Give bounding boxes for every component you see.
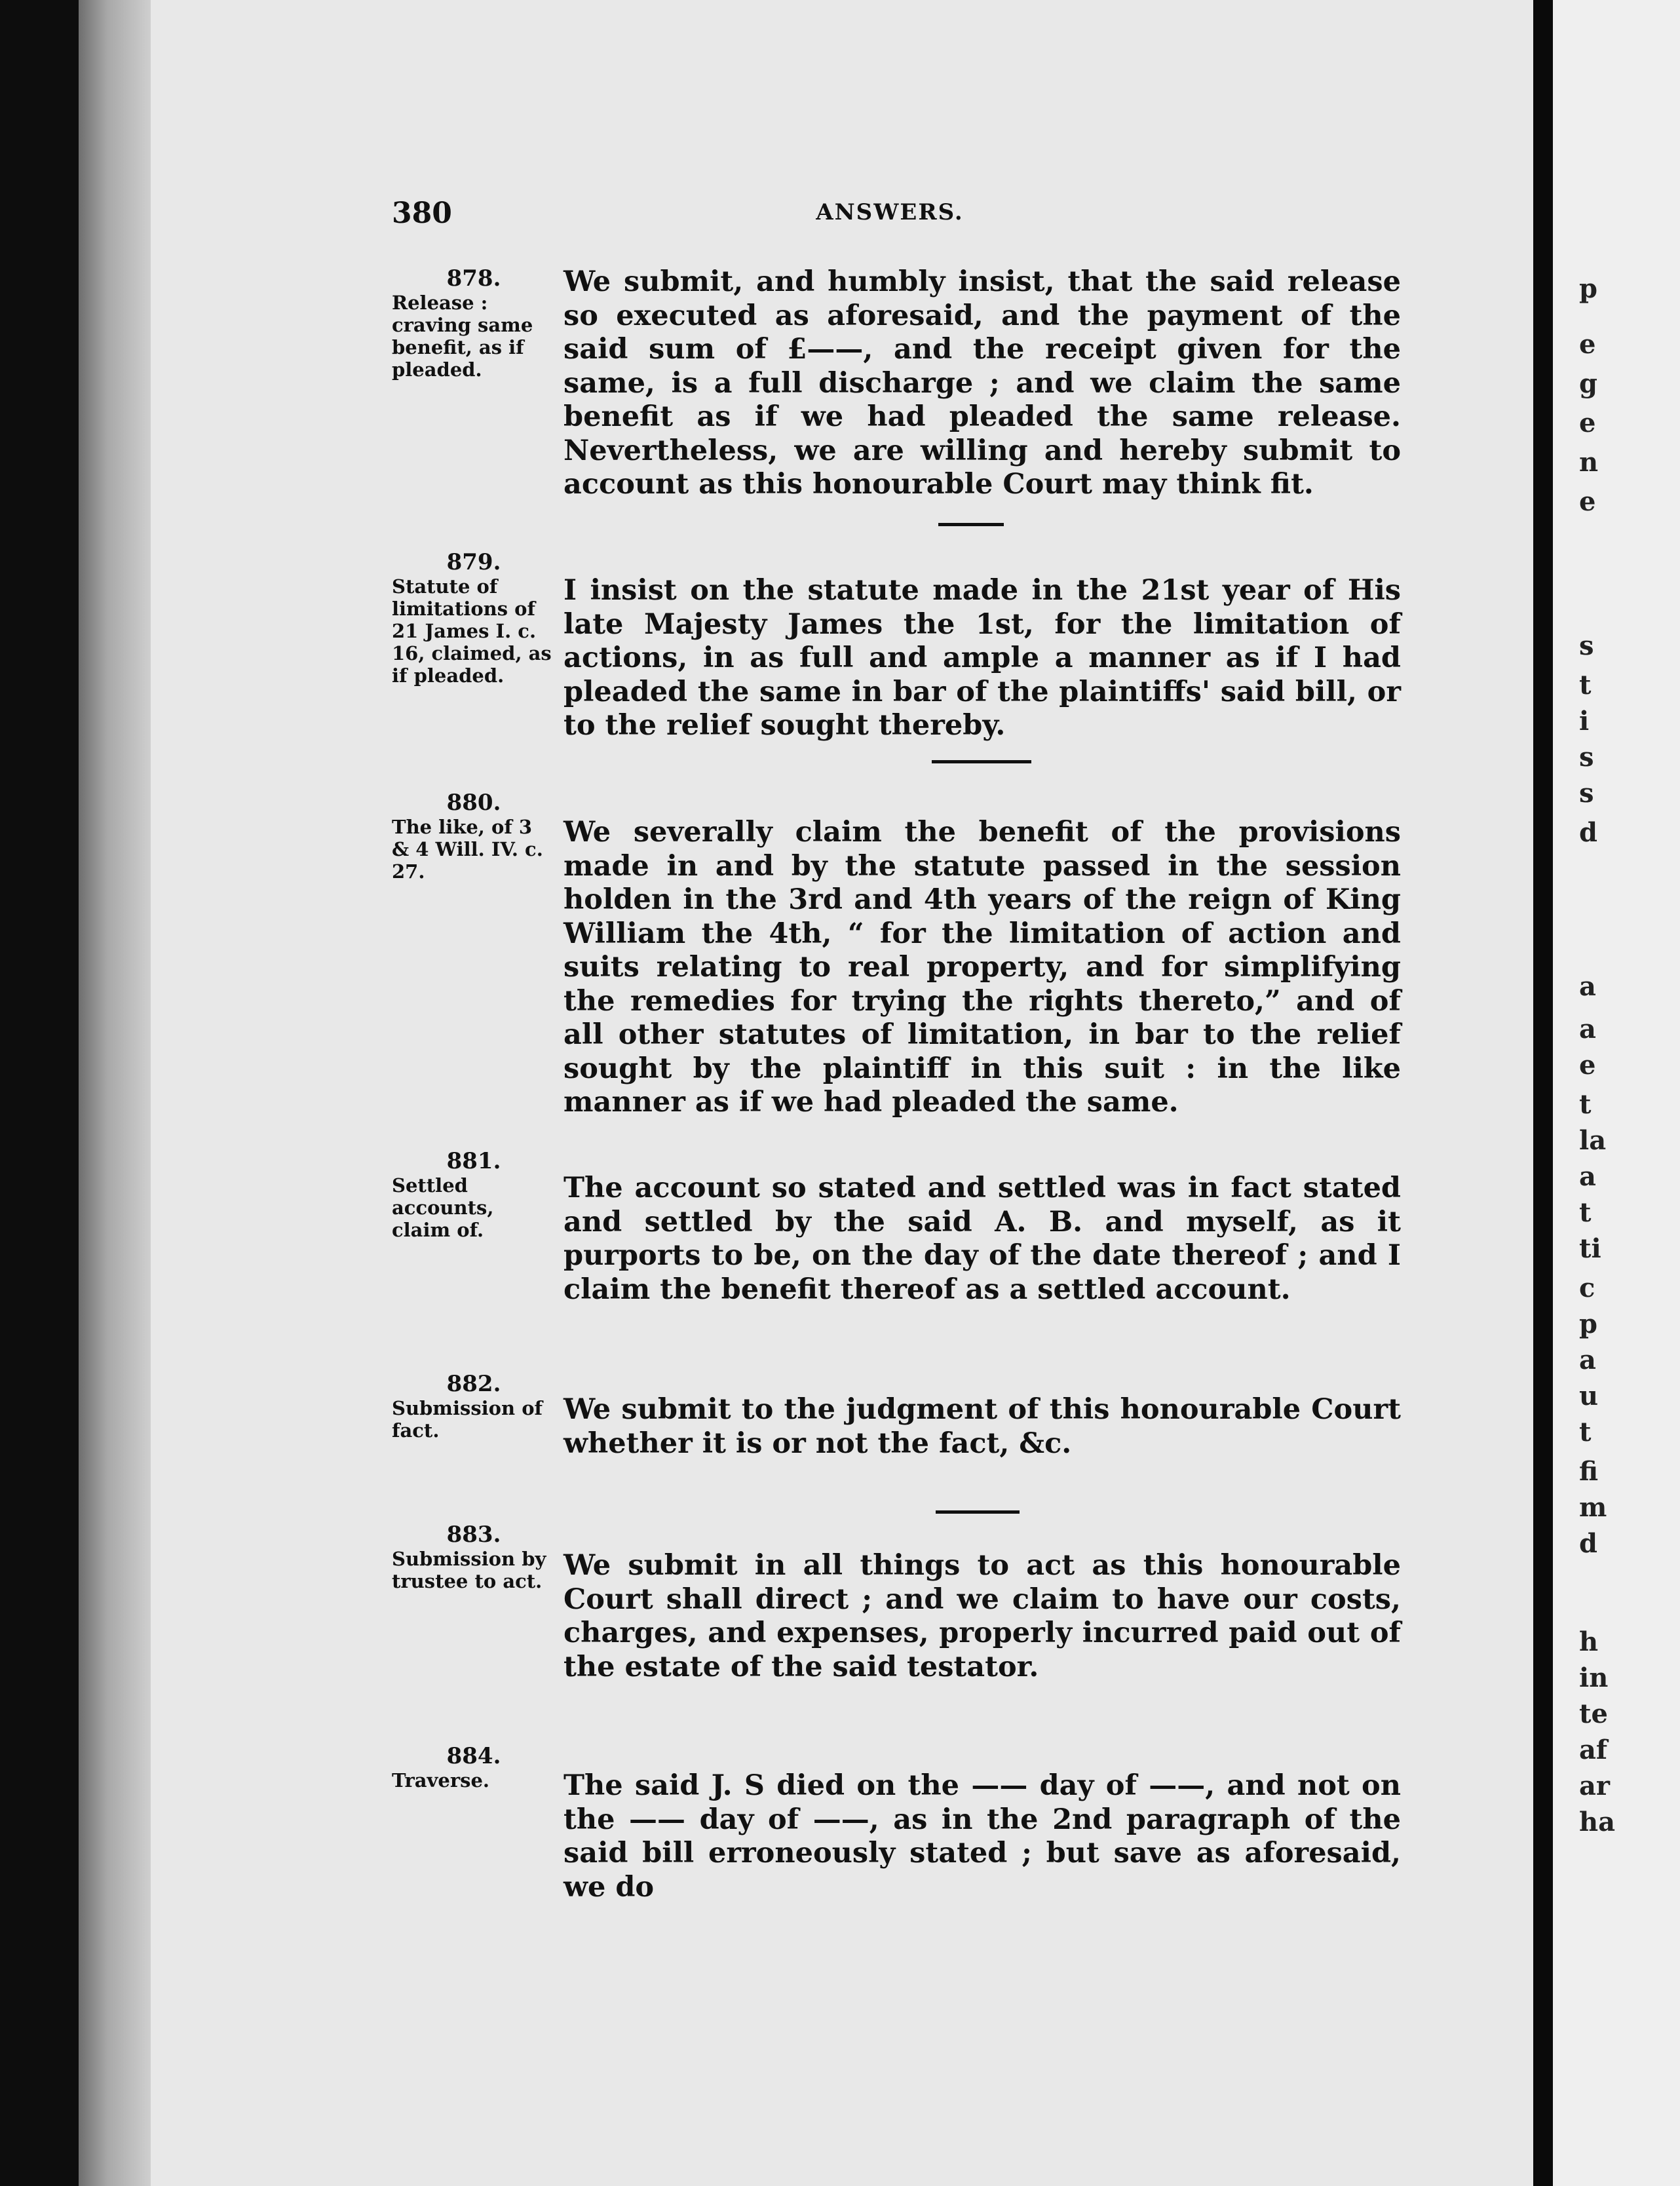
- facing-page-fragment: s: [1579, 630, 1594, 661]
- paragraph: The account so stated and settled was in fact stated and settled by the said A. B. and myself, as it purports to be, on the day of the date thereof ; and I claim the benefit thereof as a settled account.: [563, 1172, 1401, 1306]
- facing-page-fragment: d: [1579, 817, 1597, 848]
- facing-page-fragment: t: [1579, 670, 1592, 700]
- paragraph: We submit, and humbly insist, that the said release so executed as aforesaid, and the payment of the said sum of £——, and the receipt given for the same, is a full discharge ; and we claim the same benefit as if we had pleaded the same release. Nevertheless, we are willing and hereby submit to account as this honourable Court may think fit.: [563, 265, 1401, 501]
- facing-page-fragment: fi: [1579, 1456, 1599, 1487]
- facing-page-fragment: e: [1579, 486, 1596, 517]
- facing-page-fragment: c: [1579, 1273, 1595, 1303]
- facing-page-fragment: a: [1579, 1345, 1596, 1375]
- facing-page-fragment: s: [1579, 742, 1594, 773]
- margin-note: [392, 1371, 556, 1442]
- section-number: 883.: [446, 1522, 501, 1548]
- gutter: [1533, 0, 1553, 2186]
- sidenote: Submission of fact.: [392, 1397, 543, 1442]
- section-number: 878.: [446, 265, 501, 292]
- divider-rule: [936, 1510, 1020, 1514]
- margin-note: [392, 1148, 556, 1241]
- facing-page-fragment: a: [1579, 1161, 1596, 1192]
- sidenote: Statute of limitations of 21 James I. c. 16, claimed, as if pleaded.: [392, 575, 552, 687]
- page-curve-shadow: [79, 0, 151, 2186]
- facing-page-fragment: s: [1579, 778, 1594, 809]
- section-number: 881.: [446, 1148, 501, 1174]
- facing-page-fragment: p: [1579, 273, 1597, 304]
- page-number: 380: [392, 197, 452, 230]
- facing-page-fragment: i: [1579, 706, 1590, 737]
- margin-note: [392, 549, 556, 687]
- paragraph: I insist on the statute made in the 21st year of His late Majesty James the 1st, for the limitation of actions, in as full and ample a manner as if I had pleaded the same in bar of the plaintiffs' said bill, or to the relief sought thereby.: [563, 574, 1401, 742]
- margin-note: [392, 1522, 556, 1592]
- section-number: 882.: [446, 1371, 501, 1397]
- sidenote: Traverse.: [392, 1769, 489, 1792]
- sidenote: Release : craving same benefit, as if pleaded.: [392, 292, 533, 381]
- paragraph: We severally claim the benefit of the provisions made in and by the statute passed in the session holden in the 3rd and 4th years of the reign of King William the 4th, “ for the limitation of action and suits relating to real property, and for simplifying the remedies for trying the rights thereto,” and of all other statutes of limitation, in bar to the relief sought by the plaintiff in this suit : in the like manner as if we had pleaded the same.: [563, 816, 1401, 1119]
- facing-page-fragment: in: [1579, 1662, 1609, 1693]
- facing-page-fragment: t: [1579, 1197, 1592, 1228]
- paragraph: We submit to the judgment of this honourable Court whether it is or not the fact, &c.: [563, 1393, 1401, 1460]
- facing-page-fragment: g: [1579, 368, 1597, 399]
- paragraph: The said J. S died on the —— day of ——, and not on the —— day of ——, as in the 2nd paragraph of the said bill erroneously stated ; but save as aforesaid, we do: [563, 1769, 1401, 1904]
- facing-page-fragment: ti: [1579, 1233, 1601, 1264]
- facing-page-fragment: e: [1579, 1050, 1596, 1081]
- book-binding: [0, 0, 79, 2186]
- facing-page-fragment: ar: [1579, 1771, 1610, 1801]
- facing-page-edge: [1553, 0, 1680, 2186]
- facing-page-fragment: a: [1579, 1014, 1596, 1045]
- divider-rule: [938, 523, 1004, 526]
- paragraph: We submit in all things to act as this honourable Court shall direct ; and we claim to have our costs, charges, and expenses, properly incurred paid out of the estate of the said testator.: [563, 1549, 1401, 1683]
- page-header: [392, 197, 1388, 236]
- sidenote: The like, of 3 & 4 Will. IV. c. 27.: [392, 816, 543, 883]
- running-head: ANSWERS.: [816, 199, 964, 225]
- margin-note: [392, 790, 556, 883]
- facing-page-fragment: n: [1579, 447, 1599, 478]
- facing-page-fragment: d: [1579, 1528, 1597, 1559]
- facing-page-fragment: h: [1579, 1626, 1599, 1657]
- facing-page-fragment: te: [1579, 1698, 1608, 1729]
- facing-page-fragment: u: [1579, 1381, 1599, 1411]
- facing-page-fragment: p: [1579, 1309, 1597, 1339]
- facing-page-fragment: m: [1579, 1492, 1607, 1523]
- facing-page-fragment: af: [1579, 1735, 1608, 1765]
- facing-page-fragment: t: [1579, 1089, 1592, 1120]
- facing-page-fragment: la: [1579, 1125, 1607, 1156]
- facing-page-fragment: e: [1579, 329, 1596, 360]
- sidenote: Settled accounts, claim of.: [392, 1174, 494, 1241]
- divider-rule: [932, 760, 1031, 763]
- section-number: 880.: [446, 790, 501, 816]
- facing-page-fragment: ha: [1579, 1807, 1615, 1837]
- facing-page-fragment: a: [1579, 971, 1596, 1002]
- section-number: 884.: [446, 1743, 501, 1769]
- facing-page-fragment: e: [1579, 408, 1596, 438]
- section-number: 879.: [446, 549, 501, 575]
- margin-note: [392, 265, 556, 381]
- facing-page-fragment: t: [1579, 1417, 1592, 1448]
- sidenote: Submission by trustee to act.: [392, 1548, 546, 1592]
- margin-note: [392, 1743, 556, 1792]
